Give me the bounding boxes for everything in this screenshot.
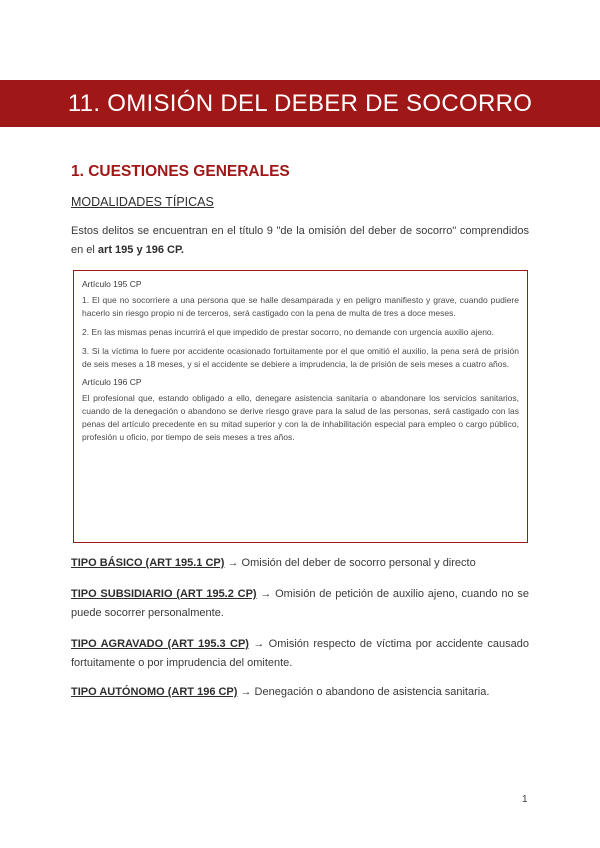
legal-text-box xyxy=(73,270,528,543)
tipo-autonomo xyxy=(71,683,529,702)
tipo-basico xyxy=(71,554,529,573)
tipo-agravado xyxy=(71,635,529,673)
tipo-subsidiario-desc: → Omisión de petición de auxilio ajeno, cuando no se puede socorrer personalmente. xyxy=(71,588,529,619)
art195-paragraph-1: 1. El que no socorriere a una persona que se halle desamparada y en peligro manifiesto y grave, cuando pudiere hacerlo sin riesgo propio ni de terceros, será castigado con la pena de multa de tres a doce meses. xyxy=(82,295,519,318)
art195-paragraph-2: 2. En las mismas penas incurrirá el que impedido de prestar socorro, no demande con urgencia auxilio ajeno. xyxy=(82,327,495,337)
intro-bold-reference: art 195 y 196 CP. xyxy=(97,244,184,256)
intro-paragraph xyxy=(71,222,529,260)
modalidades-heading: MODALIDADES TÍPICAS xyxy=(71,195,214,209)
tipo-basico-desc: → Omisión del deber de socorro personal y directo xyxy=(224,557,476,569)
tipo-agravado-desc: → Omisión respecto de víctima por accidente causado fortuitamente o por imprudencia del omitente. xyxy=(71,638,529,669)
tipo-autonomo-label: TIPO AUTÓNOMO (ART 196 CP) xyxy=(71,686,238,698)
page-number: 1 xyxy=(522,794,528,805)
intro-text: Estos delitos se encuentran en el título 9 "de la omisión del deber de socorro" comprendidos en el xyxy=(71,225,529,256)
tipo-autonomo-desc: → Denegación o abandono de asistencia sanitaria. xyxy=(237,686,490,698)
chapter-title-banner xyxy=(0,80,600,127)
art195-paragraph-3: 3. Si la víctima lo fuere por accidente ocasionado fortuitamente por el que omitió el auxilio, la pena será de prisión de seis meses a 18 meses, y si el accidente se debiere a imprudencia, la de prisión de seis meses a cuatro años. xyxy=(82,346,519,369)
section-title: 1. CUESTIONES GENERALES xyxy=(71,163,290,180)
tipo-agravado-label: TIPO AGRAVADO (ART 195.3 CP) xyxy=(71,638,249,650)
art196-title: Artículo 196 CP xyxy=(82,377,142,387)
tipo-subsidiario xyxy=(71,585,529,623)
art195-title: Artículo 195 CP xyxy=(82,279,142,289)
tipo-subsidiario-label: TIPO SUBSIDIARIO (ART 195.2 CP) xyxy=(71,588,257,600)
tipo-basico-label: TIPO BÁSICO (ART 195.1 CP) xyxy=(71,557,225,569)
chapter-title: 11. OMISIÓN DEL DEBER DE SOCORRO xyxy=(67,89,533,117)
art196-paragraph: El profesional que, estando obligado a ello, denegare asistencia sanitaria o abandonare los servicios sanitarios, cuando de la denegación o abandono se derive riesgo grave para la salud de las personas, será castigado con las penas del artículo precedente en su mitad superior y con la de inhabilitación especial para empleo o cargo público, profesión u oficio, por tiempo de seis meses a tres años. xyxy=(82,393,519,442)
